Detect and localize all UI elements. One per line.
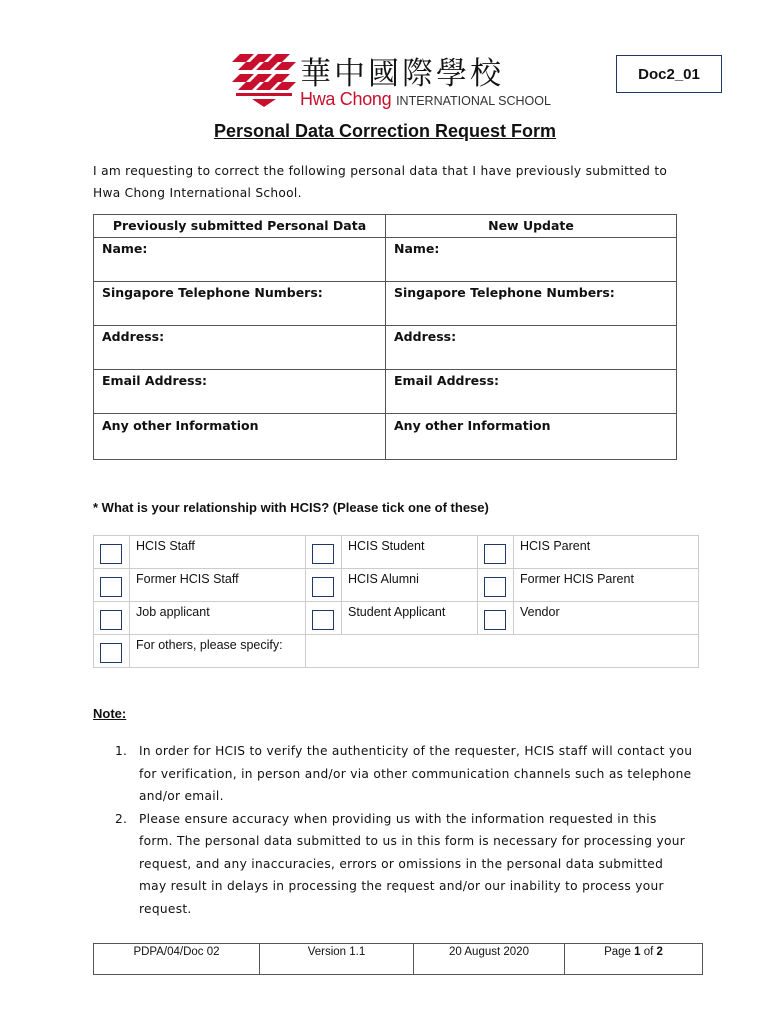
option-label: HCIS Student	[342, 536, 478, 569]
new-name-field[interactable]: Name:	[386, 238, 677, 282]
footer-table	[93, 943, 703, 975]
page-word: Page	[604, 946, 631, 958]
page-total: 2	[656, 946, 663, 958]
checkbox-hcis-parent[interactable]	[484, 544, 506, 564]
note-text: Please ensure accuracy when providing us with the information requested in this form. The personal data submitted to us in this form is necessary for processing your request, and any inaccuracies, errors or omissions in the personal data submitted may result in delays in processing the request and/or our inability to process your request.	[139, 811, 686, 916]
previous-other-info-field[interactable]: Any other Information	[94, 414, 386, 460]
logo-english-sub: INTERNATIONAL SCHOOL	[396, 94, 551, 108]
footer-version: Version 1.1	[260, 944, 414, 975]
note-item	[93, 740, 693, 808]
footer-page-number	[565, 944, 703, 975]
checkbox-former-hcis-staff[interactable]	[100, 577, 122, 597]
notes-list	[93, 740, 693, 920]
form-title: Personal Data Correction Request Form	[213, 121, 557, 141]
school-logo-mark	[232, 52, 296, 108]
note-number: 2.	[115, 811, 128, 826]
column-header-new: New Update	[386, 215, 677, 238]
option-label: Job applicant	[130, 602, 306, 635]
checkbox-vendor[interactable]	[484, 610, 506, 630]
checkbox-hcis-student[interactable]	[312, 544, 334, 564]
note-number: 1.	[115, 744, 128, 758]
relationship-question: * What is your relationship with HCIS? (Please tick one of these)	[93, 500, 489, 515]
relationship-options-table	[93, 535, 699, 668]
logo-english-main: Hwa Chong	[300, 89, 392, 109]
checkbox-student-applicant[interactable]	[312, 610, 334, 630]
page-of: of	[643, 946, 654, 958]
note-item	[93, 808, 693, 921]
note-heading: Note:	[93, 706, 127, 721]
option-label: Former HCIS Parent	[514, 569, 699, 602]
checkbox-hcis-staff[interactable]	[100, 544, 122, 564]
previous-name-field[interactable]: Name:	[94, 238, 386, 282]
page-current: 1	[634, 946, 641, 958]
checkbox-others[interactable]	[100, 643, 122, 663]
document-id-box: Doc2_01	[616, 55, 722, 93]
footer-date: 20 August 2020	[414, 944, 565, 975]
checkbox-former-hcis-parent[interactable]	[484, 577, 506, 597]
checkbox-hcis-alumni[interactable]	[312, 577, 334, 597]
previous-address-field[interactable]: Address:	[94, 326, 386, 370]
option-label: HCIS Parent	[514, 536, 699, 569]
note-text: In order for HCIS to verify the authenticity of the requester, HCIS staff will contact you for verification, in person and/or via other communication channels such as telephone and/or email.	[139, 744, 693, 803]
footer-doc-ref: PDPA/04/Doc 02	[94, 944, 260, 975]
column-header-previous: Previously submitted Personal Data	[94, 215, 386, 238]
new-other-info-field[interactable]: Any other Information	[386, 414, 677, 460]
others-specify-field[interactable]	[306, 635, 699, 668]
option-label: Former HCIS Staff	[130, 569, 306, 602]
others-label: For others, please specify:	[130, 635, 306, 668]
option-label: Vendor	[514, 602, 699, 635]
option-label: Student Applicant	[342, 602, 478, 635]
option-label: HCIS Alumni	[342, 569, 478, 602]
logo-chinese-name: 華中國際學校	[300, 56, 504, 92]
previous-phone-field[interactable]: Singapore Telephone Numbers:	[94, 282, 386, 326]
new-address-field[interactable]: Address:	[386, 326, 677, 370]
checkbox-job-applicant[interactable]	[100, 610, 122, 630]
option-label: HCIS Staff	[130, 536, 306, 569]
intro-text: I am requesting to correct the following personal data that I have previously submitted to Hwa Chong International School.	[93, 164, 668, 200]
new-phone-field[interactable]: Singapore Telephone Numbers:	[386, 282, 677, 326]
new-email-field[interactable]: Email Address:	[386, 370, 677, 414]
data-correction-table	[93, 214, 677, 460]
previous-email-field[interactable]: Email Address:	[94, 370, 386, 414]
logo-english-name	[300, 89, 551, 110]
